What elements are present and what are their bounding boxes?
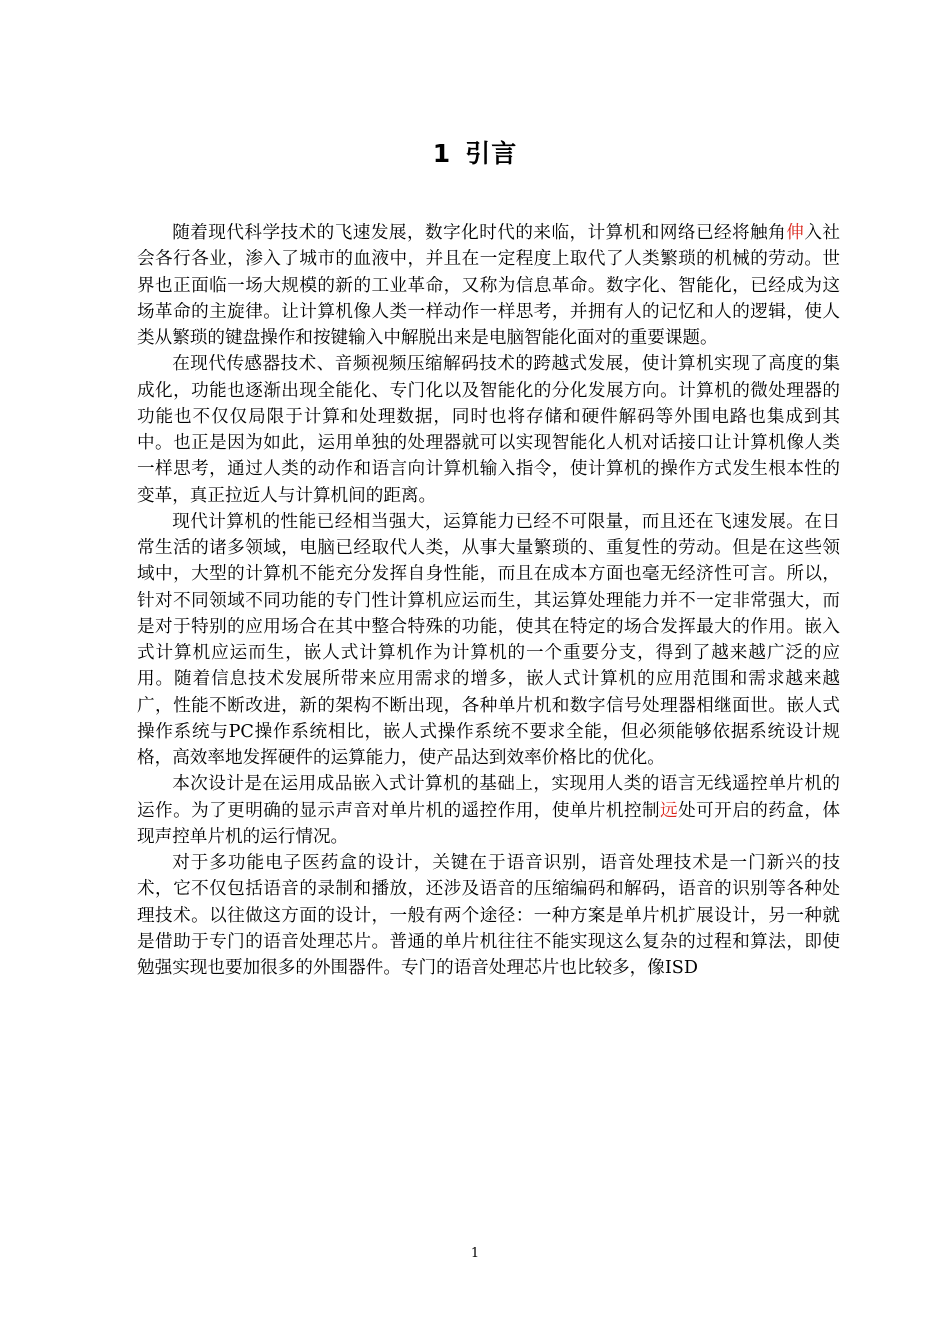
paragraph-text: 处可开启的药盒，体现声控单片机的运行情况。 (137, 800, 840, 847)
chapter-title-text: 引言 (465, 139, 518, 168)
chapter-title (0, 136, 950, 172)
paragraph-text: 本次设计是在运用成品嵌入式计算机的基础上，实现用人类的语言无线遥控单片机的运作。为了更明确的显示声音对单片机的遥控作用，使单片机控制 (137, 774, 840, 821)
highlighted-char: 伸 (786, 223, 805, 243)
paragraph-text: 随着现代科学技术的飞速发展，数字化时代的来临，计算机和网络已经将触角 (172, 223, 787, 243)
paragraph (137, 771, 840, 850)
chapter-number: 1 (432, 139, 452, 168)
paragraph: 在现代传感器技术、音频视频压缩解码技术的跨越式发展，使计算机实现了高度的集成化，功能也逐渐出现全能化、专门化以及智能化的分化发展方向。计算机的微处理器的功能也不仅仅局限于计算和处理数据，同时也将存储和硬件解码等外围电路也集成到其中。也正是因为如此，运用单独的处理器就可以实现智能化人机对话接口让计算机像人类一样思考，通过人类的动作和语言向计算机输入指令，使计算机的操作方式发生根本性的变革，真正拉近人与计算机间的距离。 (137, 354, 840, 506)
highlighted-char: 远 (660, 800, 679, 821)
paragraph: 现代计算机的性能已经相当强大，运算能力已经不可限量，而且还在飞速发展。在日常生活的诸多领域，电脑已经取代人类，从事大量繁琐的、重复性的劳动。但是在这些领域中，大型的计算机不能充分发挥自身性能，而且在成本方面也毫无经济性可言。所以，针对不同领域不同功能的专门性计算机应运而生，其运算处理能力并不一定非常强大，而是对于特别的应用场合在其中整合特殊的功能，使其在特定的场合发挥最大的作用。嵌入式计算机应运而生，嵌人式计算机作为计算机的一个重要分支，得到了越来越广泛的应用。随着信息技术发展所带来应用需求的增多，嵌人式计算机的应用范围和需求越来越广，性能不断改进，新的架构不断出现，各种单片机和数字信号处理器相继面世。嵌人式操作系统与PC操作系统相比，嵌人式操作系统不要求全能，但必须能够依据系统设计规格，高效率地发挥硬件的运算能力，使产品达到效率价格比的优化。 (137, 511, 840, 768)
page-number: 1 (470, 1246, 480, 1261)
body-text (137, 220, 840, 981)
paragraph-text: 入社会各行各业，渗入了城市的血液中，并且在一定程度上取代了人类繁琐的机械的劳动。世界也正面临一场大规模的新的工业革命，又称为信息革命。数字化、智能化，已经成为这场革命的主旋律。让计算机像人类一样动作一样思考，并拥有人的记忆和人的逻辑，使人类从繁琐的键盘操作和按键输入中解脱出来是电脑智能化面对的重要课题。 (137, 223, 840, 348)
paragraph (137, 220, 840, 351)
paragraph: 对于多功能电子医药盒的设计，关键在于语音识别，语音处理技术是一门新兴的技术，它不仅包括语音的录制和播放，还涉及语音的压缩编码和解码，语音的识别等各种处理技术。以往做这方面的设计，一般有两个途径：一种方案是单片机扩展设计，另一种就是借助于专门的语音处理芯片。普通的单片机往往不能实现这么复杂的过程和算法，即使勉强实现也要加很多的外围器件。专门的语音处理芯片也比较多，像ISD (137, 853, 840, 978)
